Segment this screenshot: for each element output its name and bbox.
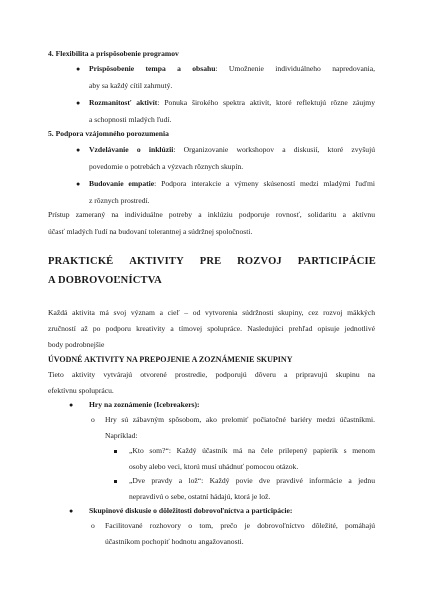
item-label: Prispôsobenie tempa a obsahu: [89, 64, 216, 73]
discussion-line-1: Facilitované rozhovory o tom, prečo je dobrovoľníctvo dôležité, pomáhajú: [105, 521, 375, 530]
intro-line-1: Každá aktivita má svoj význam a cieľ – od vytvorenia súdržnosti skupiny, cez rozvoj mäkkých: [48, 308, 375, 317]
circle-bullet-icon: o: [91, 521, 95, 530]
list-item-continuation: aby sa každý cítil zahrnutý.: [89, 81, 173, 90]
main-heading: [48, 256, 376, 267]
square-bullet-icon: [114, 450, 117, 453]
icebreakers-desc-1: Hry sú zábavným spôsobom, ako prelomiť počiatočné bariéry medzi účastníkmi.: [105, 415, 375, 424]
sub-intro-line-1: Tieto aktivity vytvárajú otvorené prostredie, podporujú dôveru a pripravujú skupinu na: [48, 370, 375, 379]
item-label: Vzdelávanie o inklúzii: [89, 145, 174, 154]
discussion-line-2: účastníkom pochopiť hodnotu angažovanosti.: [105, 537, 244, 546]
list-item-line: [89, 179, 375, 189]
item-label: Budovanie empatie: [89, 179, 155, 188]
summary-line-1: Prístup zameraný na individuálne potreby a inklúziu podporuje rovnosť, solidaritu a aktívnu: [48, 210, 375, 219]
square-bullet-icon: [114, 480, 117, 483]
bullet-icon: ●: [76, 99, 81, 107]
item-text: : Umožnenie individuálneho napredovania,: [215, 64, 375, 73]
bullet-icon: ●: [69, 507, 74, 515]
intro-line-3: body podrobnejšie: [48, 340, 105, 349]
bullet-icon: ●: [76, 65, 81, 73]
example-1-line-1: „Kto som?“: Každý účastník má na čele prilepený papierik s menom: [129, 446, 375, 455]
heading-word: PRAKTICKÉ: [48, 256, 114, 267]
heading-word: PRE: [199, 256, 222, 267]
item-text: : Organizovanie workshopov a diskusií, ktoré zvyšujú: [173, 145, 375, 154]
heading-word: PARTICIPÁCIE: [297, 256, 376, 267]
bullet-icon: ●: [69, 401, 74, 409]
discussion-title: Skupinové diskusie o dôležitosti dobrovoľníctva a participácie:: [89, 506, 293, 515]
bullet-icon: ●: [76, 146, 81, 154]
example-2-line-2: nepravdivú o sebe, ostatní hádajú, ktorá je lož.: [129, 492, 271, 501]
heading-word: ROZVOJ: [237, 256, 282, 267]
list-item-line: [89, 145, 375, 155]
item-text: : Ponuka širokého spektra aktivít, ktoré reflektujú rôzne záujmy: [157, 98, 375, 107]
item-label: Rozmanitosť aktivít: [89, 98, 158, 107]
list-item-line: [89, 64, 375, 74]
bullet-icon: ●: [76, 180, 81, 188]
example-1-line-2: osoby alebo veci, ktorú musí uhádnuť pomocou otázok.: [129, 462, 299, 471]
list-item-continuation: a schopnosti mladých ľudí.: [89, 115, 172, 124]
icebreakers-title: Hry na zoznámenie (Icebreakers):: [89, 400, 200, 409]
list-item-continuation: povedomie o potrebách a výzvach rôznych skupín.: [89, 162, 244, 171]
icebreakers-desc-2: Napríklad:: [105, 431, 138, 440]
section-5-title: 5. Podpora vzájomného porozumenia: [48, 129, 169, 138]
circle-bullet-icon: o: [91, 415, 95, 424]
example-2-line-1: „Dve pravdy a lož“: Každý povie dve pravdivé informácie a jednu: [129, 476, 375, 485]
list-item-continuation: z rôznych prostredí.: [89, 196, 150, 205]
heading-word: AKTIVITY: [129, 256, 184, 267]
summary-line-2: účasť mladých ľudí na budovaní tolerantnej a súdržnej spoločnosti.: [48, 227, 253, 236]
subheading: ÚVODNÉ AKTIVITY NA PREPOJENIE A ZOZNÁMENIE SKUPINY: [48, 355, 293, 364]
item-text: : Podpora interakcie a výmeny skúseností medzi mladými ľuďmi: [154, 179, 375, 188]
main-heading-line-2: A DOBROVOĽNÍCTVA: [48, 275, 162, 286]
list-item-line: [89, 98, 375, 108]
sub-intro-line-2: efektívnu spoluprácu.: [48, 386, 114, 395]
section-4-title: 4. Flexibilita a prispôsobenie programov: [48, 49, 179, 58]
intro-line-2: zručností až po podporu kreativity a tímovej spolupráce. Nasledujúci prehľad opisuje jednotlivé: [48, 324, 375, 333]
